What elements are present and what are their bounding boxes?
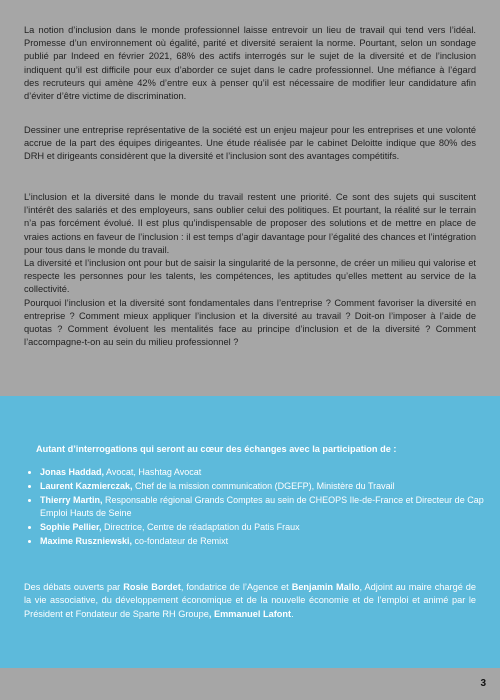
debates-paragraph [24, 581, 476, 621]
paragraph-text: Pourquoi l’inclusion et la diversité sont fondamentales dans l’entreprise ? Comment favoriser la diversité en entreprise ? Comment mieux appliquer l’inclusion et la diversité au travail ? Doit-on l’imposer à l’aide de quotas ? Comment évoluent les mentalités face au principe d’inclusion et de la diversité ? Comment l’accompagne-t-on au sein du milieu professionnel ? [24, 297, 476, 348]
host-name: , Emmanuel Lafont [208, 608, 292, 619]
participant-name: Thierry Martin, [40, 495, 103, 506]
debates-text: . [291, 608, 294, 619]
list-item [40, 494, 488, 519]
debates-text: , Adjoint au maire chargé de la vie associative, du développement économique et de la nouvelle économie et de l’emploi et animé par le Président et Fondateur de Sparte RH Groupe [24, 582, 476, 619]
list-item [40, 535, 488, 548]
context-paragraph-3 [24, 191, 476, 349]
page-number: 3 [480, 678, 486, 689]
participant-role: Directrice, Centre de réadaptation du Patis Fraux [101, 522, 300, 533]
participant-name: Laurent Kazmierczak, [40, 481, 133, 492]
participant-role: Chef de la mission communication (DGEFP), Ministère du Travail [132, 481, 395, 492]
opener-name: Rosie Bordet [123, 582, 181, 592]
list-item [40, 466, 488, 479]
participants-list [24, 466, 488, 550]
participant-name: Sophie Pellier, [40, 522, 102, 533]
paragraph-text: La notion d’inclusion dans le monde professionnel laisse entrevoir un lieu de travail qui tend vers l’idéal. Promesse d’un environnement où égalité, parité et diversité seraient la norme. Pourtant, selon un sondage publié par Indeed en février 2021, 68% des actifs interrogés sur le sujet de la diversité et de l’inclusion indiquent qu’il est difficile pour eux d’aborder ce sujet dans le cadre professionnel. Une méfiance à l’égard des recruteurs qui amène 42% d’entre eux à penser qu’il est nécessaire de modifier leur candidature afin d’éviter d’être victime de discrimination. [24, 25, 476, 102]
page-footer [0, 668, 500, 700]
participant-name: Jonas Haddad, [40, 467, 105, 477]
participant-role: Avocat, Hashtag Avocat [104, 467, 202, 477]
debates-text: , fondatrice de l’Agence et [180, 582, 292, 592]
paragraph-text: Dessiner une entreprise représentative de la société est un enjeu majeur pour les entreprises et une volonté accrue de la part des équipes dirigeantes. Une étude réalisée par le cabinet Deloitte indique que 80% des DRH et dirigeants considèrent que la diversité et l’inclusion sont des avantages compétitifs. [24, 125, 476, 162]
participant-role: co-fondateur de Remixt [132, 536, 229, 547]
opener-name: Benjamin Mallo [291, 582, 360, 592]
paragraph-text: L’inclusion et la diversité dans le monde du travail restent une priorité. Ce sont des sujets qui suscitent l’intérêt des salariés et des employeurs, sans oublier celui des politiques. Et pourtant, la réalité sur le terrain n’a pas forcément évolué. Il est plus qu’indispensable de proposer des solutions et de mettre en place de vraies actions en faveur de l’inclusion : il est temps d’agir davantage pour l’égalité des chances et l’intégration pour tous dans le monde du travail. [24, 192, 476, 255]
participant-role: Responsable régional Grands Comptes au sein de CHEOPS Ile-de-France et Directeur de Cap Emploi Hauts de Seine [40, 495, 484, 518]
list-item [40, 480, 488, 493]
participant-name: Maxime Ruszniewski, [40, 536, 133, 547]
participants-intro: Autant d’interrogations qui seront au cœur des échanges avec la participation de : [36, 444, 397, 454]
context-paragraph-1 [24, 24, 476, 103]
list-item [40, 521, 488, 534]
context-paragraph-2 [24, 124, 476, 164]
debates-text: Des débats ouverts par [24, 582, 124, 592]
paragraph-text: La diversité et l’inclusion ont pour but de saisir la singularité de la personne, de créer un milieu qui valorise et respecte les personnes pour les talents, les compétences, les aptitudes qu’elles mettent au service de la collectivité. [24, 258, 476, 295]
participants-section [0, 396, 500, 668]
